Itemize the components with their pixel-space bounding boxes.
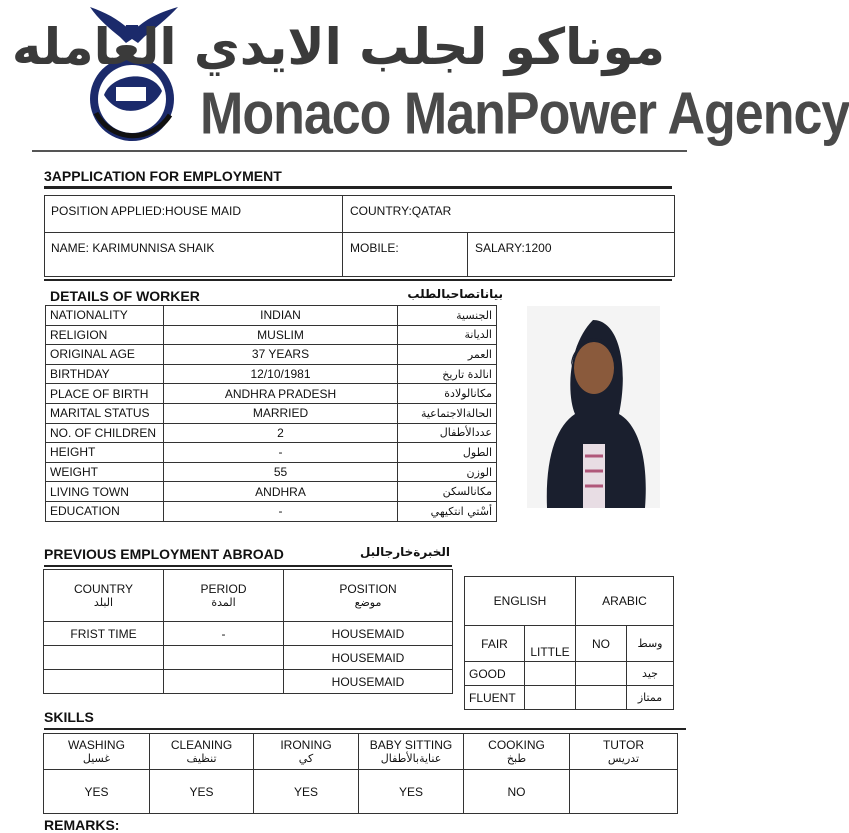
- col-position: POSITION موضع: [284, 570, 453, 622]
- detail-value: ANDHRA: [164, 482, 398, 502]
- previous-title: PREVIOUS EMPLOYMENT ABROAD: [44, 546, 284, 562]
- worker-details-table: [45, 305, 497, 522]
- level-fair-ar: وسط: [627, 626, 674, 662]
- detail-value: MARRIED: [164, 403, 398, 423]
- previous-employment-table: [43, 569, 453, 694]
- previous-rule: [44, 565, 452, 567]
- level-good-ar: جيد: [627, 662, 674, 686]
- detail-label: LIVING TOWN: [46, 482, 164, 502]
- detail-value: 2: [164, 423, 398, 443]
- detail-value: 12/10/1981: [164, 364, 398, 384]
- table-cell: HOUSEMAID: [284, 646, 453, 670]
- table-row: [46, 423, 497, 443]
- table-row: [46, 306, 497, 326]
- table-row: [46, 462, 497, 482]
- detail-value: 37 YEARS: [164, 345, 398, 365]
- level-little: LITTLE: [525, 626, 576, 662]
- detail-label: RELIGION: [46, 325, 164, 345]
- applicant-photo: [527, 306, 660, 508]
- detail-label: WEIGHT: [46, 462, 164, 482]
- skills-title: SKILLS: [44, 709, 94, 725]
- table-row: [46, 443, 497, 463]
- skill-baby-sitting: BABY SITTING عنايةبالأطفال: [359, 734, 464, 770]
- detail-label-ar: العمر: [398, 345, 497, 365]
- skills-rule: [44, 728, 686, 730]
- table-row: [46, 345, 497, 365]
- table-cell: HOUSEMAID: [284, 670, 453, 694]
- detail-label: NATIONALITY: [46, 306, 164, 326]
- detail-value: INDIAN: [164, 306, 398, 326]
- detail-label-ar: الديانة: [398, 325, 497, 345]
- detail-value: ANDHRA PRADESH: [164, 384, 398, 404]
- level-fluent-ar: ممتاز: [627, 686, 674, 710]
- detail-label-ar: مكانالسكن: [398, 482, 497, 502]
- detail-label: NO. OF CHILDREN: [46, 423, 164, 443]
- detail-value: -: [164, 443, 398, 463]
- skill-value: YES: [44, 770, 150, 814]
- detail-label-ar: الجنسية: [398, 306, 497, 326]
- details-title: DETAILS OF WORKER: [50, 288, 200, 304]
- detail-label: MARITAL STATUS: [46, 403, 164, 423]
- detail-label: PLACE OF BIRTH: [46, 384, 164, 404]
- level-no: NO: [576, 626, 627, 662]
- skill-washing: WASHING غسيل: [44, 734, 150, 770]
- skill-cooking: COOKING طبخ: [464, 734, 570, 770]
- skill-cleaning: CLEANING تنظيف: [150, 734, 254, 770]
- table-row: [46, 403, 497, 423]
- detail-value: MUSLIM: [164, 325, 398, 345]
- table-cell: -: [164, 622, 284, 646]
- detail-label: BIRTHDAY: [46, 364, 164, 384]
- table-cell: [44, 646, 164, 670]
- details-title-ar: بياناتصاحبالطلب: [407, 287, 503, 301]
- table-cell: HOUSEMAID: [284, 622, 453, 646]
- detail-value: 55: [164, 462, 398, 482]
- detail-label-ar: عددالأطفال: [398, 423, 497, 443]
- detail-label: EDUCATION: [46, 501, 164, 521]
- header-divider: [32, 150, 687, 152]
- level-good: GOOD: [465, 662, 525, 686]
- lang-arabic: ARABIC: [576, 577, 674, 626]
- table-cell: [164, 670, 284, 694]
- mobile: MOBILE:: [350, 241, 399, 255]
- skill-value: YES: [359, 770, 464, 814]
- level-fair: FAIR: [465, 626, 525, 662]
- country: COUNTRY:QATAR: [350, 204, 452, 218]
- table-row: [46, 325, 497, 345]
- skill-tutor: TUTOR تدريس: [570, 734, 678, 770]
- detail-label-ar: الوزن: [398, 462, 497, 482]
- agency-arabic-name: موناكو لجلب الايدي العامله: [11, 18, 665, 76]
- level-fluent: FLUENT: [465, 686, 525, 710]
- skills-table: [43, 733, 678, 814]
- position-applied: POSITION APPLIED:HOUSE MAID: [51, 204, 242, 218]
- col-period: PERIOD المدة: [164, 570, 284, 622]
- detail-label-ar: الحالةالاجتماعية: [398, 403, 497, 423]
- previous-title-ar: الخبرةخارجالبل: [359, 545, 450, 559]
- title-rule: [44, 186, 672, 189]
- table-cell: FRIST TIME: [44, 622, 164, 646]
- skill-value: [570, 770, 678, 814]
- languages-table: [464, 576, 674, 710]
- skill-value: NO: [464, 770, 570, 814]
- skill-value: YES: [254, 770, 359, 814]
- applicant-name: NAME: KARIMUNNISA SHAIK: [51, 241, 215, 255]
- table-cell: [164, 646, 284, 670]
- detail-label: ORIGINAL AGE: [46, 345, 164, 365]
- table-row: [46, 501, 497, 521]
- remarks-label: REMARKS:: [44, 817, 120, 833]
- agency-english-name: Monaco ManPower Agency: [200, 80, 849, 148]
- lang-english: ENGLISH: [465, 577, 576, 626]
- detail-label-ar: أسْتي انتكيهي: [398, 501, 497, 521]
- application-box: [44, 195, 675, 277]
- col-country: COUNTRY البلد: [44, 570, 164, 622]
- skill-value: YES: [150, 770, 254, 814]
- detail-label: HEIGHT: [46, 443, 164, 463]
- table-row: [46, 482, 497, 502]
- detail-value: -: [164, 501, 398, 521]
- table-row: [46, 384, 497, 404]
- skill-ironing: IRONING كي: [254, 734, 359, 770]
- form-title: 3APPLICATION FOR EMPLOYMENT: [44, 168, 282, 184]
- detail-label-ar: الطول: [398, 443, 497, 463]
- detail-label-ar: مكانالولادة: [398, 384, 497, 404]
- detail-label-ar: انالدة تاريخ: [398, 364, 497, 384]
- box-rule: [44, 279, 672, 281]
- table-cell: [44, 670, 164, 694]
- salary: SALARY:1200: [475, 241, 552, 255]
- table-row: [46, 364, 497, 384]
